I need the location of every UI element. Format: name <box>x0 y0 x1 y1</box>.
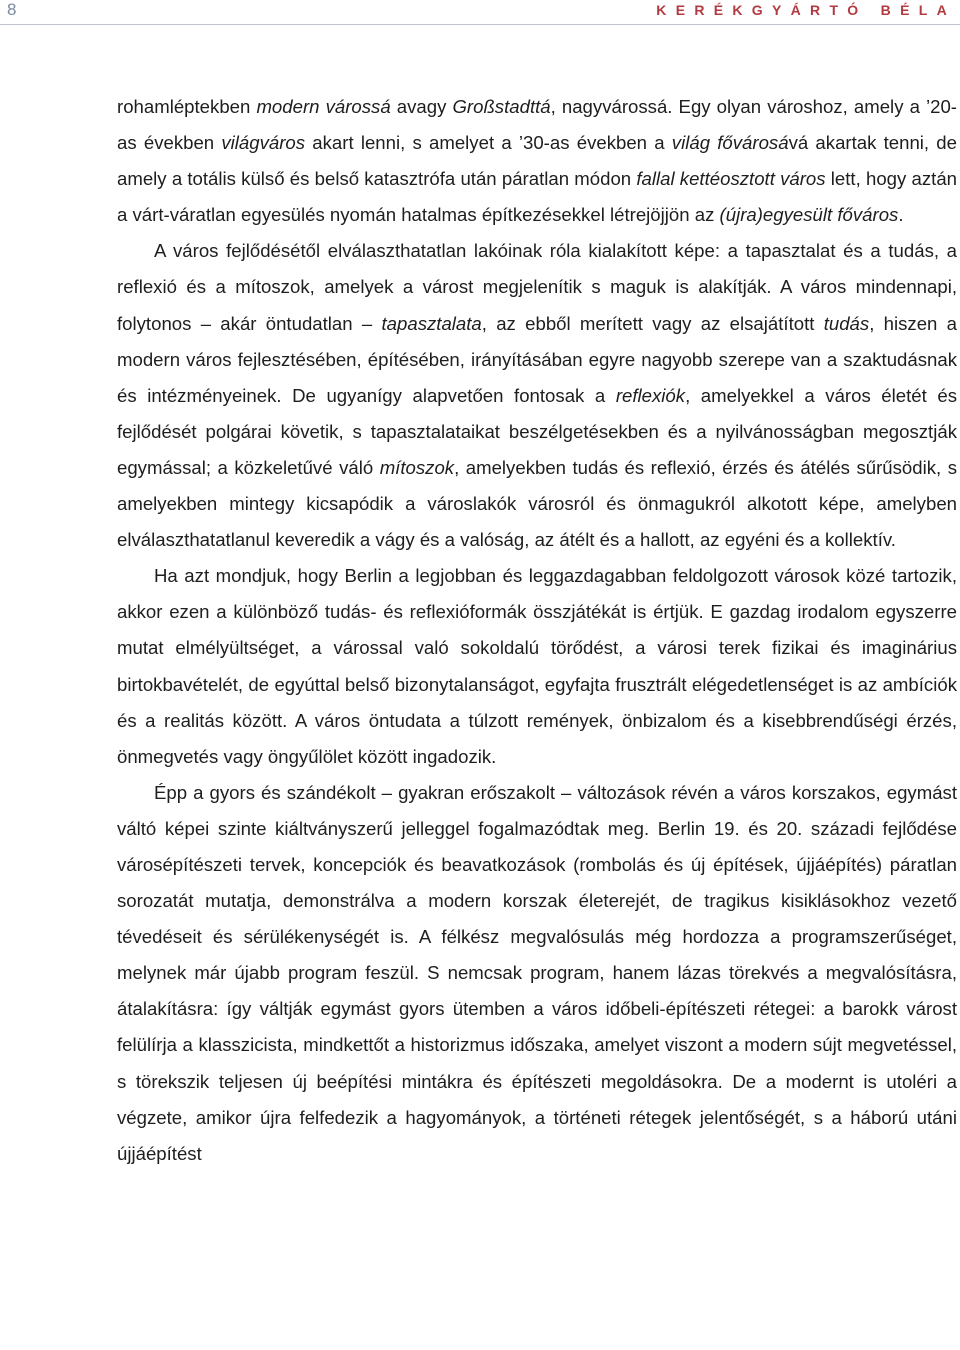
page-number: 8 <box>7 0 17 19</box>
text-run: lett, hogy aztán a várt-váratlan egyesülés nyomán hatalmas építkezésekkel létrejöjjön az <box>117 168 957 226</box>
emphasis: mítoszok <box>379 456 455 478</box>
body-text <box>117 89 957 1172</box>
emphasis: tapasztalata <box>381 312 482 334</box>
running-head: KERÉKGYÁRTÓ BÉLA <box>656 2 956 18</box>
text-run: , amelyekben tudás és reflexió, érzés és átélés sűrűsödik, s amelyekben mintegy kicsapódik a városlakók városról és önmagukról alkotott képe, amelyben elválaszthatatlanul keveredik a vágy és a valóság, az átélt és a hallott, az egyéni és a kollektív. <box>117 456 957 551</box>
text-run: A város fejlődésétől elválaszthatatlan lakóinak róla kialakított képe: a tapasztalat és a tudás, a reflexió és a mítoszok, amelyek a várost megjelenítik s maguk is alakítják. A város mindennapi, folytonos – akár öntudatlan – <box>117 240 957 334</box>
emphasis: világ fővárosá <box>671 132 789 154</box>
text-run: avagy <box>390 96 453 117</box>
text-run: vá akartak tenni, de amely a totális külső és belső katasztrófa után páratlan módon <box>117 132 957 190</box>
text-run: akart lenni, s amelyet a ’30-as években a <box>305 132 672 154</box>
paragraph-4: Épp a gyors és szándékolt – gyakran erőszakolt – változások révén a város korszakos, egymást váltó képei szinte kiáltványszerű jelleggel fogalmazódtak meg. Berlin 19. és 20. századi fejlődése városépítészeti tervek, koncepciók és beavatkozások (rombolás és új építések, újjáépítés) páratlan sorozatát mutatja, demonstrálva a modern korszak életerejét, de tragikus kisiklásokhoz vezető tévedéseit és sérülékenységét is. A félkész megvalósulás még hordozza a programszerűséget, melynek már újabb program feszül. S nemcsak program, hanem lázas törekvés a megvalósításra, átalakításra: így váltják egymást gyors ütemben a város időbeli-építészeti rétegei: a barokk várost felülírja a klasszicista, mindkettőt a historizmus időszaka, amelyet viszont a modern sújt megvetéssel, s törekszik teljesen új beépítési mintákra és építészeti megoldásokra. De a modernt is utoléri a végzete, amikor újra felfedezik a hagyományok, a történeti rétegek jelentőségét, s a háború utáni újjáépítést <box>117 781 957 1164</box>
emphasis: modern várossá <box>256 96 391 117</box>
emphasis: fallal kettéosztott város <box>636 168 826 190</box>
text-run: , nagyvárossá. Egy olyan városhoz, amely a ’20-as években <box>117 96 957 154</box>
text-run: , hiszen a modern város fejlesztésében, építésében, irányításában egyre nagyobb szerepe van a szaktudásnak és intézményeinek. De ugyanígy alapvetően fontosak a <box>117 312 958 406</box>
text-run: . <box>898 204 904 226</box>
emphasis: reflexiók <box>615 384 686 406</box>
header-rule <box>0 24 960 25</box>
paragraph-3: Ha azt mondjuk, hogy Berlin a legjobban és leggazdagabban feldolgozott városok közé tartozik, akkor ezen a különböző tudás- és reflexióformák összjátékát is értjük. E gazdag irodalom egyszerre mutat elmélyültséget, a várossal való sokoldalú törődést, a városi terek fizikai és imaginárius birtokbavételét, de egyúttal belső bizonytalanságot, egyfajta frusztrált elégedetlenséget is az ambíciók és a realitás között. A város öntudata a túlzott remények, önbizalom és a kisebbrendűségi érzés, önmegvetés vagy öngyűlölet között ingadozik. <box>117 565 957 767</box>
emphasis: (újra)egyesült főváros <box>719 204 899 226</box>
emphasis: Großstadttá <box>452 96 551 117</box>
page-header <box>0 0 960 20</box>
emphasis: világváros <box>221 132 306 154</box>
emphasis: tudás <box>823 312 870 334</box>
text-run: , az ebből merített vagy az elsajátított <box>481 312 824 334</box>
text-run: , amelyekkel a város életét és fejlődését polgárai követik, s tapasztalataikat beszélgetésekben és a nyilvánosságban megosztják egymással; a közkeletűvé váló <box>117 384 957 478</box>
text-run: rohamléptekben <box>117 96 257 117</box>
paragraph-1 <box>117 89 957 233</box>
paragraph-2 <box>117 233 957 558</box>
